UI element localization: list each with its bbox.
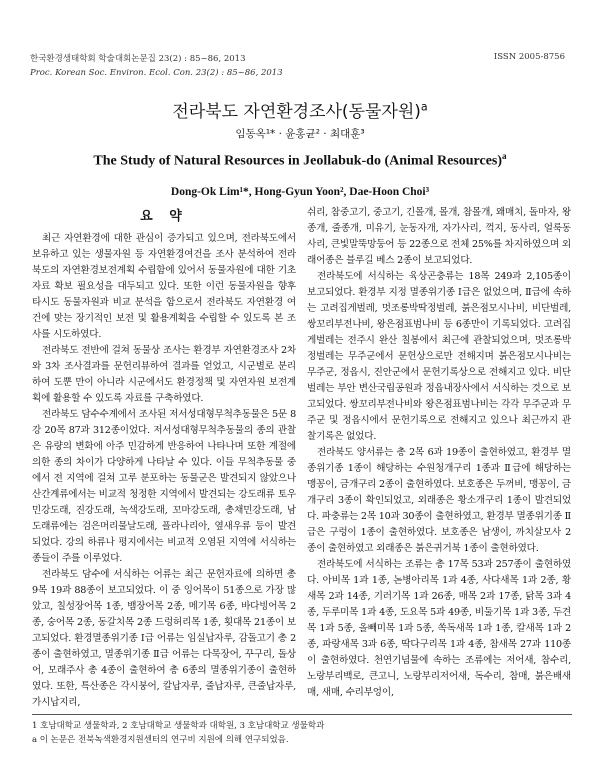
body-paragraph: 전라북도에 서식하는 육상곤충류는 18목 249과 2,105종이 보고되었다. 환경부 지정 멸종위기종 Ⅰ급은 없었으며, Ⅱ급에 속하는 고려집게벌레, 멋조롱박딱정벌레, 붉은점모시나비, 비단벌레, 쌍꼬리부전나비, 왕은점표범나비 등 6종만이 기록되었다. 고려집게벌레는 전주시 완산 칠봉에서 최근에 관찰되었으며, 멋조롱박정벌레는 무주군에서 문헌상으로만 전해지며 붉은점모시나비는 무주군, 정읍시, 진안군에서 문헌기록상으로 전해지고 있다. 비단벌레는 부안 변산국립공원과 정읍내장사에서 서식하는 것으로 보고되었다. 쌍꼬리부전나비와 왕은점표범나비는 각각 무주군과 무주군 및 정읍시에서 문헌기록으로 전해지고 있으나 최근까지 관찰기록은 없었다. [307,271,571,442]
body-paragraph: 전라북도 양서류는 총 2목 6과 19종이 출현하였고, 환경부 멸종위기종 1종이 해당하는 수원청개구리 1종과 Ⅱ급에 해당하는 맹꽁이, 금개구리 2종이 출현하였다. 보호종은 두꺼비, 맹꽁이, 금개구리 3종이 확인되었고, 외래종은 황소개구리 1종이 발견되었다. 파충류는 2목 10과 30종이 출현하였고, 환경부 멸종위기종 Ⅱ급은 구렁이 1종이 출현하였다. 보호종은 남생이, 까치살모사 2종이 출현하였고 외래종은 붉은귀거북 1종이 출현하였다. [307,447,571,554]
body-paragraph: 전라북도 전반에 걸쳐 동물상 조사는 환경부 자연환경조사 2차와 3차 조사결과를 문헌리뷰하여 결과를 얻었고, 시군별로 분리하여 도뿐 만이 아니라 시군에서도 환경정책 및 자연자원 보전계획에 활용할 수 있도록 자료를 구축하였다. [32,345,296,404]
body-paragraph: 최근 자연환경에 대한 관심이 증가되고 있으며, 전라북도에서 보유하고 있는 생물자원 등 자연환경여건을 조사 분석하여 전라북도의 자연환경보전계획 수립함에 있어서 동물자원에 대한 기초자료 확보 필요성을 대두되고 있다. 또한 이런 동물자원을 향후 타시도 동물자원과 비교 분석을 함으로서 전라북도 자연환경 여건에 맞는 장기적인 보전 및 활용계획을 수립할 수 있도록 본 조사를 시도하였다. [32,233,296,340]
journal-citation-korean: 한국환경생태학회 학술대회논문집 23(2) : 85~86, 2013 [30,54,246,64]
paper-title-korean [0,97,600,122]
paper-title-korean-text: 전라북도 자연환경조사(동물자원) [172,102,421,122]
body-paragraph: 전라북도 담수수계에서 조사된 저서성대형무척추동물은 5문 8강 20목 87과 312종이었다. 저서성대형무척추동물의 종의 관찰은 유량의 변화에 아주 민감하게 반응하여 나타나며 또한 계절에 의한 종의 차이가 다양하게 나타날 수 있다. 이들 무척추동물 중에서 전 지역에 걸쳐 고루 분포하는 동물군은 발견되지 않았으나 산간계류에서는 비교적 청정한 지역에서 발견되는 강도래류 토우민강도래, 진강도래, 녹색강도래, 꼬마강도래, 총채민강도래, 남도래류에는 검은머리물날도래, 플라나리아, 옆새우류 등이 발견되었다. 강의 하류나 평지에서는 비교적 오염된 지역에 서식하는 종들이 주를 이루었다. [32,409,296,564]
footnote-affiliations: 1 호남대학교 생물학과, 2 호남대학교 생물학과 대학원, 3 호남대학교 생물학과 [32,721,325,731]
summary-heading: 요 약 [140,209,188,224]
body-paragraph: 전라북도 담수에 서식하는 어류는 최근 문헌자료에 의하면 총 9목 19과 88종이 보고되었다. 이 중 잉어목이 51종으로 가장 많았고, 칠성장어목 1종, 뱀장어목 2종, 메기목 6종, 바다빙어목 2종, 숭어목 2종, 동갈치목 2종 드렁허리목 1종, 횟대목 21종이 보고되었다. 환경멸종위기종 Ⅰ급 어류는 임실납자루, 감돌고기 총 2종이 출현하였고, 멸종위기종 Ⅱ급 어류는 다묵장어, 꾸구리, 돌상어, 모래주사 총 4종이 출현하여 총 6종의 멸종위기종이 출현하였다. 또한, 특산종은 각시붕어, 칼납자루, 줄납자루, 큰줄납자루, 가시납지리, [32,569,296,708]
title-footnote-marker: a [420,100,428,114]
body-paragraph: 쉬리, 참중고기, 중고기, 긴몰개, 몰개, 참몰개, 왜매치, 돌마자, 왕종개, 줄종개, 미유기, 눈동자개, 자가사리, 꺽지, 동사리, 얼룩동사리, 큰빛말뚝망둥어 등 22종으로 전체 25%를 차지하였으며 외래어종은 블루길 베스 2종이 보고되었다. [307,207,571,266]
issn: ISSN 2005-8756 [493,52,565,62]
paper-title-english-text: The Study of Natural Resources in Jeollabuk-do (Animal Resources) [93,153,503,169]
paper-title-english [0,151,600,170]
authors-korean: 임동옥¹* · 윤홍균² · 최대훈³ [235,128,365,140]
journal-header [30,52,283,80]
title-en-footnote-marker: a [502,151,507,161]
body-paragraph: 전라북도에 서식하는 조류는 총 17목 53과 257종이 출현하였다. 아비목 1과 1종, 논병아리목 1과 4종, 사다새목 1과 2종, 황새목 2과 14종, 기러기목 1과 26종, 매목 2과 17종, 닭목 3과 4종, 두루미목 1과 4종, 도요목 5과 49종, 비둘기목 1과 3종, 두견목 1과 5종, 올빼미목 1과 5종, 쏙독새목 1과 1종, 칼새목 1과 2종, 파랑새목 3과 6종, 딱다구리목 1과 4종, 참새목 27과 110종이 출현하였다. 천연기념물에 속하는 조류에는 저어새, 참수리, 노랑부리백로, 큰고니, 노랑부리저어새, 독수리, 참매, 붉은배새매, 새매, 수리부엉이, [307,559,571,698]
left-column [32,205,296,711]
authors-english: Dong-Ok Lim¹*, Hong-Gyun Yoon², Dae-Hoon Choi³ [170,186,430,198]
footnote-funding: a 이 논문은 전북녹색환경지원센터의 연구비 지원에 의해 연구되었음. [32,735,289,745]
right-column [307,205,571,701]
footnotes [32,714,572,747]
journal-citation-english: Proc. Korean Soc. Environ. Ecol. Con. 23(2) : 85~86, 2013 [30,68,283,78]
